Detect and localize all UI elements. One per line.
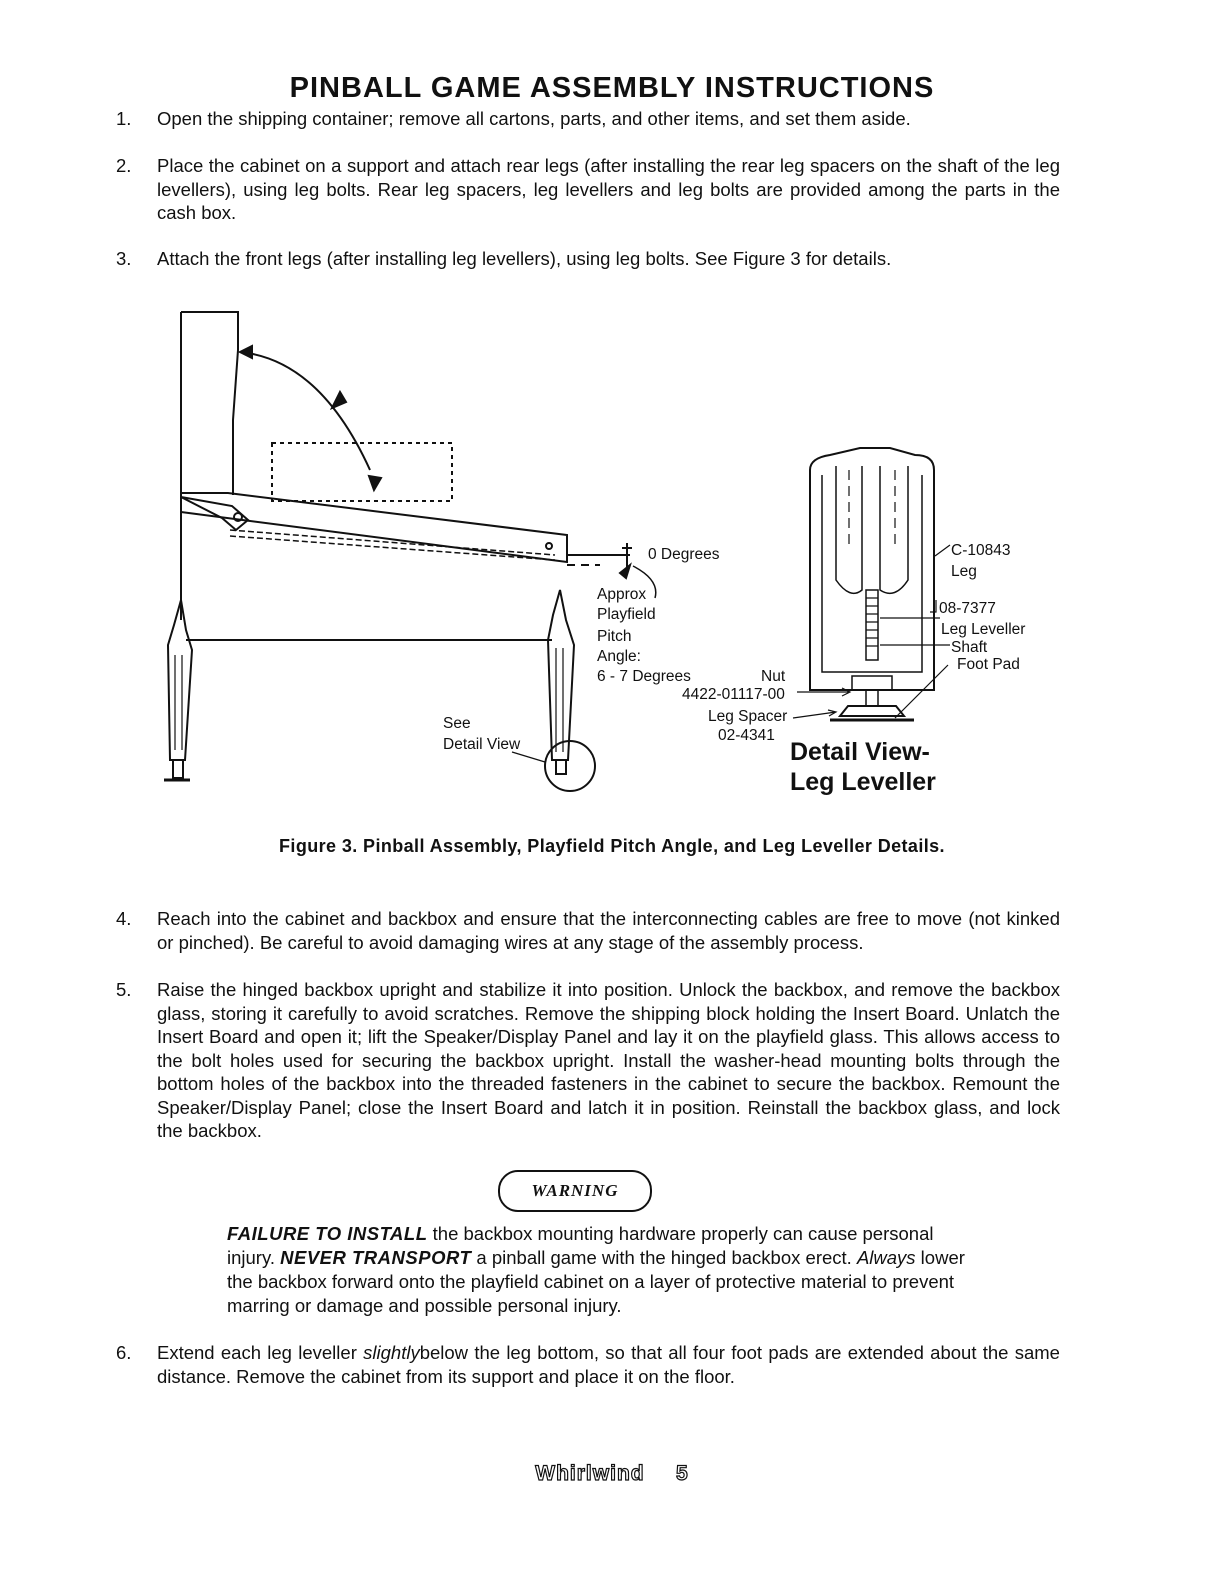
leg-nut [852,676,892,690]
playfield-glass [230,530,555,555]
detail-view-circle [545,741,595,791]
step-text: Place the cabinet on a support and attach rear legs (after installing the rear leg spacers on the shaft of the leg levellers), using leg bolts. Rear leg spacers, leg levellers and leg bolts are provided among the parts in the cash box. [157,155,1060,223]
step-2 [110,154,1060,225]
page-title: PINBALL GAME ASSEMBLY INSTRUCTIONS [289,72,935,104]
warning-badge: WARNING [498,1170,652,1212]
arc-arrowhead-mid [332,392,346,408]
step-text: Reach into the cabinet and backbox and ensure that the interconnecting cables are free to move (not kinked or pinched). Be careful to avoid damaging wires at any stage of the assembly process. [157,908,1060,953]
arc-arrowhead-top [240,346,252,358]
leg-part-number: C-10843 [951,542,1011,559]
step-number: 4. [116,908,132,929]
see-detail-2: Detail View [443,736,521,753]
step-6-text-a: Extend each leg leveller [157,1342,364,1363]
step-3 [110,247,1060,271]
see-detail-1: See [443,715,471,732]
raise-arc [240,352,370,470]
figure-caption: Figure 3. Pinball Assembly, Playfield Pitch Angle, and Leg Leveller Details. [279,836,945,856]
footer-page-number: 5 [676,1462,689,1485]
step-6-text-b: below the leg bottom, so that all four foot pads are extended about the same distance. Remove the cabinet from its support and place it on the floor. [157,1342,1060,1387]
step-number: 2. [116,155,132,176]
pitch-label-2: Playfield [597,606,656,623]
warning-bold-2: NEVER TRANSPORT [280,1247,472,1268]
right-leg [548,590,574,760]
leveller-label: Leg Leveller [941,621,1026,638]
detail-view-title [790,737,936,797]
warning-text-1: the backbox mounting hardware properly can cause personal injury. [227,1223,934,1268]
step-number: 1. [116,108,132,129]
step-text: Raise the hinged backbox upright and stabilize it into position. Unlock the backbox, and remove the backbox glass, storing it carefully to avoid scratches. Remove the shipping block holding the Insert Board. Unlatch the Insert Board and open it; lift the Speaker/Display Panel and lay it on the playfield glass. This allows access to the bolt holes used for securing the backbox upright. Install the washer-head mounting bolts through the bottom holes of the backbox into the threaded fasteners in the cabinet to secure the backbox. Remount the Speaker/Display Panel; close the Insert Board and latch it in position. Reinstall the backbox glass, and lock the backbox. [157,979,1060,1141]
step-1 [110,107,1060,131]
nut-label: Nut [761,668,786,685]
detail-leg [810,448,934,690]
zero-degrees-label: 0 Degrees [648,546,720,563]
leveller-part-number: 08-7377 [939,600,996,617]
page-footer [0,1462,1224,1486]
step-5 [110,978,1060,1143]
leg-spacer [840,706,904,716]
footer-game-name: Whirlwind [535,1462,645,1485]
pitch-label-3: Pitch [597,628,632,645]
step-number: 3. [116,248,132,269]
arc-arrowhead-bottom [369,476,381,490]
backbox-outline [181,312,238,620]
step-text: Attach the front legs (after installing leg levellers), using leg bolts. See Figure 3 for details. [157,248,892,269]
warning-text [227,1222,971,1318]
warning-text-2: a pinball game with the hinged backbox erect. [471,1247,857,1268]
pitch-label-5: 6 - 7 Degrees [597,668,691,685]
nut-part-number: 4422-01117-00 [682,686,785,703]
step-6-italic: slightly [363,1342,420,1363]
warning-italic: Always [856,1247,916,1268]
step-number: 6. [116,1342,132,1363]
pinball-assembly-diagram [0,280,1224,810]
leveller-shaft [866,590,878,660]
warning-bold-1: FAILURE TO INSTALL [227,1223,428,1244]
spacer-label: Leg Spacer [708,708,788,725]
leg-label: Leg [951,563,977,580]
step-text [157,1341,1060,1388]
pitch-label-4: Angle: [597,648,641,665]
warning-text-3: lower the backbox forward onto the playfield cabinet on a layer of protective material to prevent marring or damage and possible personal injury. [227,1247,965,1316]
detail-title-line-1: Detail View- [790,738,930,766]
spacer-part-number: 02-4341 [718,727,775,744]
foot-pad-label: Foot Pad [957,656,1020,673]
step-4 [110,907,1060,954]
detail-title-line-2: Leg Leveller [790,768,936,796]
step-text: Open the shipping container; remove all cartons, parts, and other items, and set them aside. [157,108,911,129]
step-number: 5. [116,979,132,1000]
shaft-label: Shaft [951,639,988,656]
step-6 [110,1341,1060,1388]
pitch-label-1: Approx [597,586,647,603]
left-leg [168,600,192,760]
